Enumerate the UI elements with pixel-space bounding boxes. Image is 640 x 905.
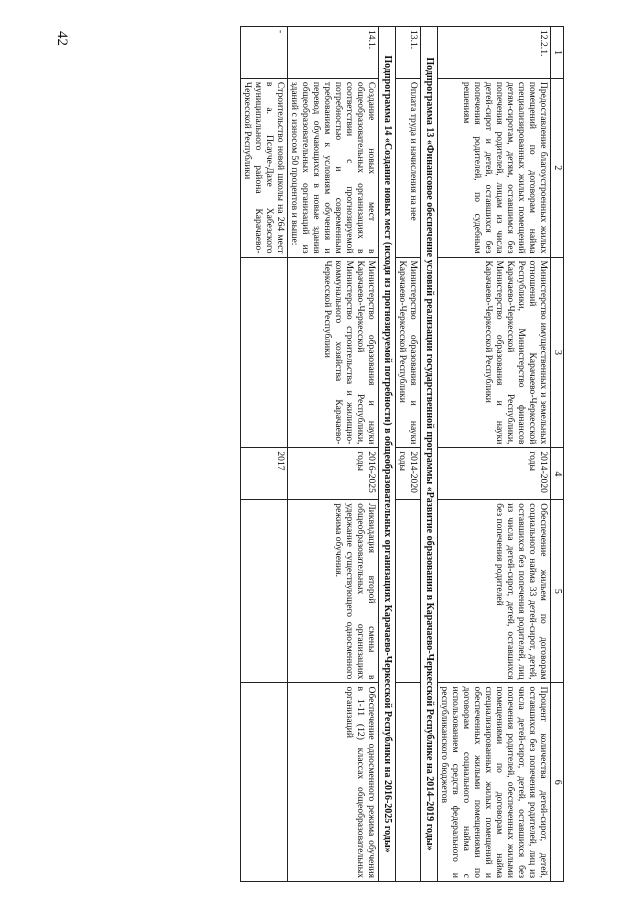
activity-name: Строительство новой школы на 264 мест в а. Псауче-Дахе Хабезского муниципального района Карачаево-Черкесской Республики xyxy=(241,78,288,257)
program-table xyxy=(240,26,564,882)
table-row xyxy=(438,27,551,882)
executor xyxy=(241,257,288,448)
column-number-1: 1 xyxy=(551,27,564,79)
executor: Министерство имущественных и земельных отношений Карачаево-Черкесской Республики, Министерство финансов Карачаево-Черкесской Республики, Министерство образования и науки Карачаево-Черкесской Республики xyxy=(438,257,551,448)
expected-result: Ликвидация второй смены в общеобразовательных организациях удержание существующего односменного режима обучения. xyxy=(288,500,379,683)
column-number-2: 2 xyxy=(551,78,564,257)
rotated-table-container xyxy=(80,26,564,882)
column-number-4: 4 xyxy=(551,448,564,500)
row-number: - xyxy=(241,27,288,79)
indicator xyxy=(241,683,288,882)
activity-name: Оплата труда и начисления на нее xyxy=(396,78,421,257)
subprogram-14-title: Подпрограмма 14 «Создание новых мест (исходя из прогнозируемой потребности) в общеобразовательных организациях Карачаево-Черкесской Республики на 2016-2025 годы» xyxy=(379,27,396,882)
activity-name: Создание новых мест в общеобразовательных организациях в соответствии с прогнозируемой потребностью и современным требованиям к условиям обучения и перевод обучающихся в новые здания общеобразовательных организаций из зданий с износом 50 процентов и выше: xyxy=(288,78,379,257)
executor: Министерство образования и науки Карачаево-Черкесской Республики, Министерство строительства и жилищно-коммунального хозяйства Карачаево-Черкесской Республики xyxy=(288,257,379,448)
column-number-5: 5 xyxy=(551,500,564,683)
row-number: 14.1. xyxy=(288,27,379,79)
indicator xyxy=(396,683,421,882)
table-row xyxy=(396,27,421,882)
column-number-6: 6 xyxy=(551,683,564,882)
row-number: 12.2.1. xyxy=(438,27,551,79)
indicator: Обеспечение односменного режима обучения в 1-11 (12) классах общеобразовательных организаций xyxy=(288,683,379,882)
activity-name: Предоставление благоустроенных жилых помещений по договорам найма специализированных жилых помещений детям-сиротам, детям, оставшимся без попечения родителей, лицам из числа детей-сирот и детей, оставшихся без попечения родителей, по судебным решениям xyxy=(438,78,551,257)
row-number: 13.1. xyxy=(396,27,421,79)
column-number-3: 3 xyxy=(551,257,564,448)
executor: Министерство образования и науки Карачаево-Черкесской Республики xyxy=(396,257,421,448)
subprogram-heading-row xyxy=(379,27,396,882)
expected-result xyxy=(396,500,421,683)
expected-result xyxy=(241,500,288,683)
period: 2017 xyxy=(241,448,288,500)
period: 2014-2020 годы xyxy=(396,448,421,500)
period: 2014-2020 годы xyxy=(438,448,551,500)
table-row xyxy=(241,27,288,882)
header-row xyxy=(551,27,564,882)
expected-result: Обеспечение жильем по договорам социального найма 33 детей-сирот, детей, оставшихся без попечения родителей, лиц из числа детей-сирот, детей, оставшихся без попечения родителей xyxy=(438,500,551,683)
subprogram-heading-row xyxy=(421,27,438,882)
page-number: 42 xyxy=(54,31,70,46)
subprogram-13-title: Подпрограмма 13 «Финансовое обеспечение условий реализации государственной программы «Развитие образования в Карачаево-Черкесской Республике на 2014–2019 годы» xyxy=(421,27,438,882)
period: 2016-2025 годы xyxy=(288,448,379,500)
indicator: Процент количества детей-сирот, детей, оставшихся без попечения родителей, лиц из числа детей-сирот, детей, оставшихся без попечения родителей, обеспеченных жилыми помещениями по договорам найма специализированных жилых помещений и обеспеченных жилыми помещениями по договорам социального найма с использованием средств федерального и республиканского бюджетов xyxy=(438,683,551,882)
table-row xyxy=(288,27,379,882)
